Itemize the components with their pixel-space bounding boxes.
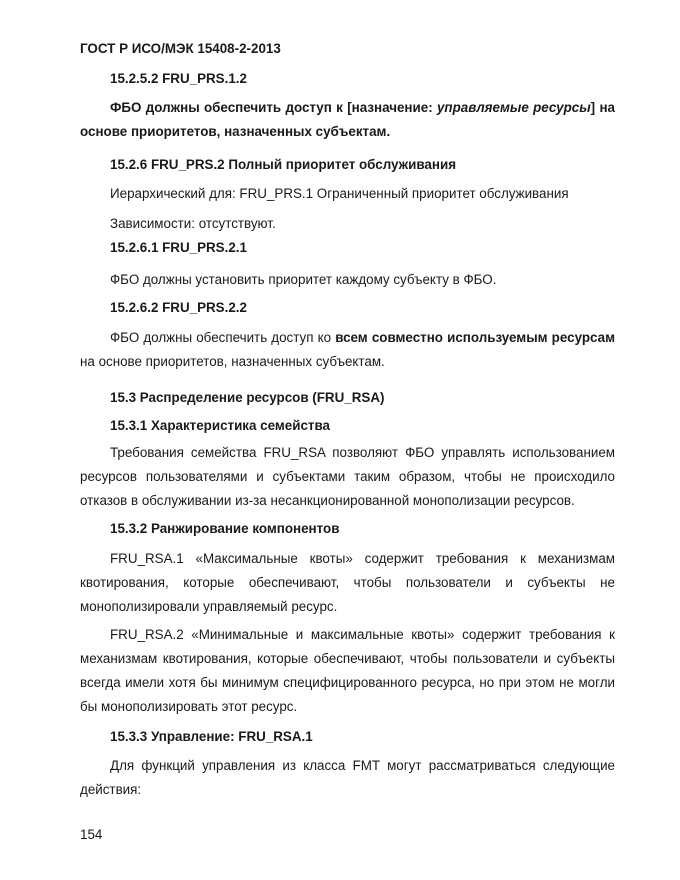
heading-15-3-2: 15.3.2 Ранжирование компонентов: [110, 521, 340, 536]
paragraph-fru-rsa-1: FRU_RSA.1 «Максимальные квоты» содержит требования к механизмам квотирования, которые обеспечивают, чтобы пользователи и субъекты не монополизировали управляемый ресурс.: [80, 551, 615, 614]
heading-15-2-6: 15.2.6 FRU_PRS.2 Полный приоритет обслуживания: [110, 157, 457, 172]
heading-15-3: 15.3 Распределение ресурсов (FRU_RSA): [110, 390, 385, 405]
heading-15-3-1: 15.3.1 Характеристика семейства: [110, 418, 330, 433]
heading-15-2-6-2: 15.2.6.2 FRU_PRS.2.2: [110, 300, 247, 315]
paragraph-fru-prs-1-2: ФБО должны обеспечить доступ к [назначение: управляемые ресурсы] на основе приоритетов, назначенных субъектам.: [80, 100, 615, 139]
paragraph-family-characteristic: Требования семейства FRU_RSA позволяют ФБО управлять использованием ресурсов пользователями и субъектами таким образом, чтобы не происходило отказов в обслуживании из-за несанкционированной монополизации ресурсов.: [80, 445, 615, 508]
paragraph-fru-prs-2-2: ФБО должны обеспечить доступ ко всем совместно используемым ресурсам на основе приоритетов, назначенных субъектам.: [80, 330, 615, 369]
hierarchical-line: Иерархический для: FRU_PRS.1 Ограниченный приоритет обслуживания: [110, 186, 569, 201]
heading-15-3-3: 15.3.3 Управление: FRU_RSA.1: [110, 729, 313, 744]
paragraph-fru-prs-2-1: ФБО должны установить приоритет каждому субъекту в ФБО.: [110, 272, 497, 287]
heading-15-2-5-2: 15.2.5.2 FRU_PRS.1.2: [110, 71, 247, 86]
paragraph-fru-rsa-2: FRU_RSA.2 «Минимальные и максимальные квоты» содержит требования к механизмам квотирования, которые обеспечивают, чтобы пользователи и субъекты всегда имели хотя бы минимум специфицированного ресурса, но при этом не могли бы монополизировать этот ресурс.: [80, 627, 615, 714]
page-number: 154: [80, 827, 103, 842]
document-header: ГОСТ Р ИСО/МЭК 15408-2-2013: [80, 41, 281, 56]
dependencies-line: Зависимости: отсутствуют.: [110, 216, 276, 231]
paragraph-management: Для функций управления из класса FMT могут рассматриваться следующие действия:: [80, 758, 615, 797]
heading-15-2-6-1: 15.2.6.1 FRU_PRS.2.1: [110, 240, 247, 255]
